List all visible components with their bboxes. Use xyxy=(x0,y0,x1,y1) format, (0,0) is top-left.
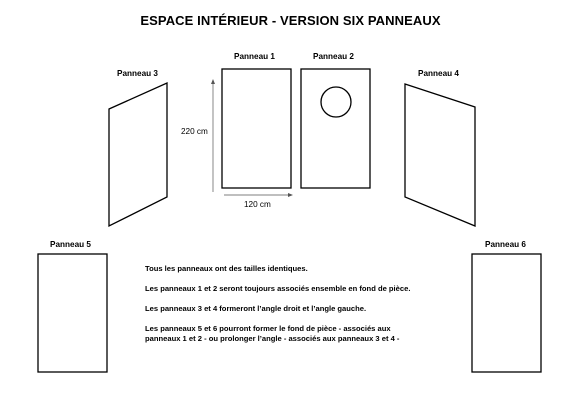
panel-3-label: Panneau 3 xyxy=(117,69,158,78)
height-dimension-label: 220 cm xyxy=(181,127,208,136)
window-circle xyxy=(321,87,351,117)
page-title: ESPACE INTÉRIEUR - VERSION SIX PANNEAUX xyxy=(140,13,441,28)
panel-6-label: Panneau 6 xyxy=(485,240,526,249)
width-arrow-head xyxy=(288,193,293,197)
note-line-3: Les panneaux 3 et 4 formeront l’angle droit et l’angle gauche. xyxy=(145,304,367,313)
height-arrow-head xyxy=(211,79,215,84)
panel-1-label: Panneau 1 xyxy=(234,52,275,61)
note-line-1: Tous les panneaux ont des tailles identiques. xyxy=(145,264,308,273)
note-line-4a: Les panneaux 5 et 6 pourront former le fond de pièce - associés aux xyxy=(145,324,391,333)
notes-block xyxy=(145,264,465,354)
panel-1-shape xyxy=(222,69,291,188)
panel-2-label: Panneau 2 xyxy=(313,52,354,61)
panel-3-shape xyxy=(109,83,167,226)
width-dimension-label: 120 cm xyxy=(244,200,271,209)
note-line-2: Les panneaux 1 et 2 seront toujours associés ensemble en fond de pièce. xyxy=(145,284,411,293)
panel-5-label: Panneau 5 xyxy=(50,240,91,249)
panel-6-shape xyxy=(472,254,541,372)
panel-4-label: Panneau 4 xyxy=(418,69,459,78)
note-line-4b: panneaux 1 et 2 - ou prolonger l’angle - associés aux panneaux 3 et 4 - xyxy=(145,334,400,343)
panel-5-shape xyxy=(38,254,107,372)
panel-4-shape xyxy=(405,84,475,226)
